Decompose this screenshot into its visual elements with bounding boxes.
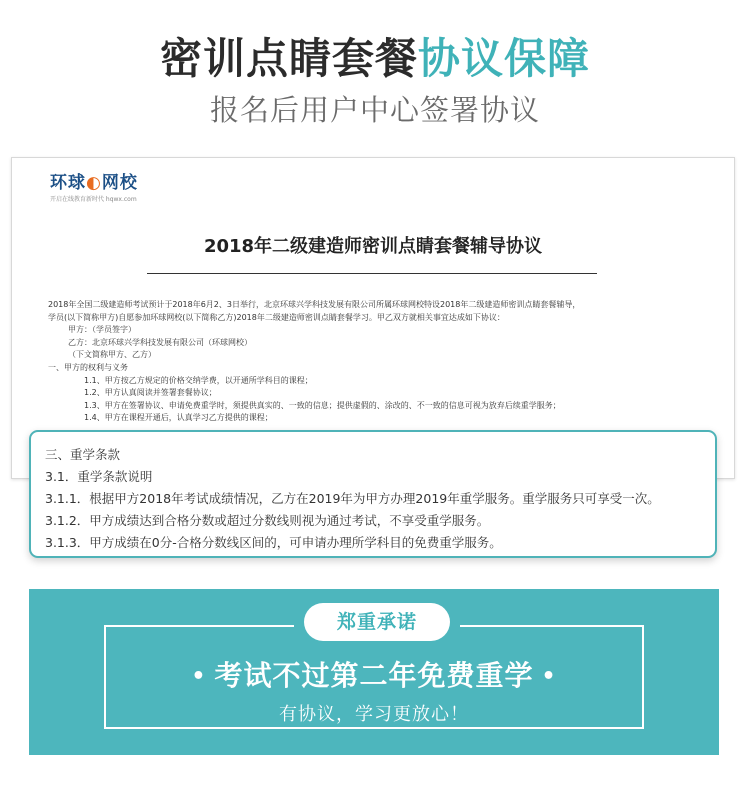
hero-subtitle: 报名后用户中心签署协议	[209, 93, 540, 127]
promise-badge: 郑重承诺	[304, 603, 450, 641]
logo-name-left: 环球	[50, 173, 86, 193]
document-title: 2018年二级建造师密训点睛套餐辅导协议	[203, 236, 543, 257]
hqwx-logo	[50, 168, 138, 203]
promise-headline	[29, 654, 719, 694]
document-line: （下文简称甲方、乙方）	[68, 350, 156, 360]
bullet-dot-icon: •	[541, 664, 557, 689]
hero-title	[0, 26, 750, 86]
document-line: 1.3、甲方在签署协议、申请免费重学时，须提供真实的、一致的信息；提供虚假的、涂改的、不一致的信息可视为放弃后续重学服务；	[84, 400, 561, 410]
hero-title-accent: 协议保障	[418, 34, 591, 83]
clause-line: 三、重学条款	[45, 447, 121, 462]
logo-slogan: 开启在线教育新时代 hqwx.com	[50, 196, 137, 203]
document-line: 1.4、甲方在课程开通后，认真学习乙方提供的课程；	[84, 413, 273, 423]
clause-line: 3.1.1．根据甲方2018年考试成绩情况，乙方在2019年为甲方办理2019年重学服务。重学服务只可享受一次。	[45, 491, 660, 506]
hero-title-main: 密训点睛套餐	[159, 34, 418, 83]
promise-tagline: 有协议，学习更放心！	[279, 704, 469, 725]
relearn-clause-callout	[29, 430, 717, 558]
clause-line: 3.1.3．甲方成绩在0分-合格分数线区间的，可申请办理所学科目的免费重学服务。	[45, 535, 502, 550]
document-line: 学员(以下简称甲方)自愿参加环球网校(以下简称乙方)2018年二级建造师密训点睛套餐学习。甲乙双方就相关事宜达成如下协议：	[48, 312, 505, 322]
bullet-dot-icon: •	[191, 664, 207, 689]
document-body	[48, 299, 718, 425]
clause-line: 3.1.2．甲方成绩达到合格分数或超过分数线则视为通过考试，不享受重学服务。	[45, 513, 490, 528]
document-line: 乙方：北京环球兴学科技发展有限公司（环球网校）	[68, 337, 252, 347]
document-line: 甲方：（学员签字）	[68, 325, 136, 335]
title-divider	[147, 273, 597, 274]
document-line: 2018年全国二级建造师考试预计于2018年6月2、3日举行，北京环球兴学科技发展有限公司所属环球网校特设2018年二级建造师密训点睛套餐辅导，	[48, 300, 581, 309]
promise-headline-text: 考试不过第二年免费重学	[214, 659, 534, 692]
logo-name-right: 网校	[101, 173, 138, 193]
clause-line: 3.1．重学条款说明	[45, 469, 153, 484]
logo-dot-icon: ◐	[86, 173, 102, 193]
document-line: 1.1、甲方按乙方规定的价格交纳学费，以开通所学科目的课程；	[84, 375, 313, 385]
document-line: 1.2、甲方认真阅读并签署套餐协议；	[84, 388, 217, 398]
document-line: 一、甲方的权利与义务	[48, 362, 128, 372]
promise-panel	[29, 589, 719, 755]
